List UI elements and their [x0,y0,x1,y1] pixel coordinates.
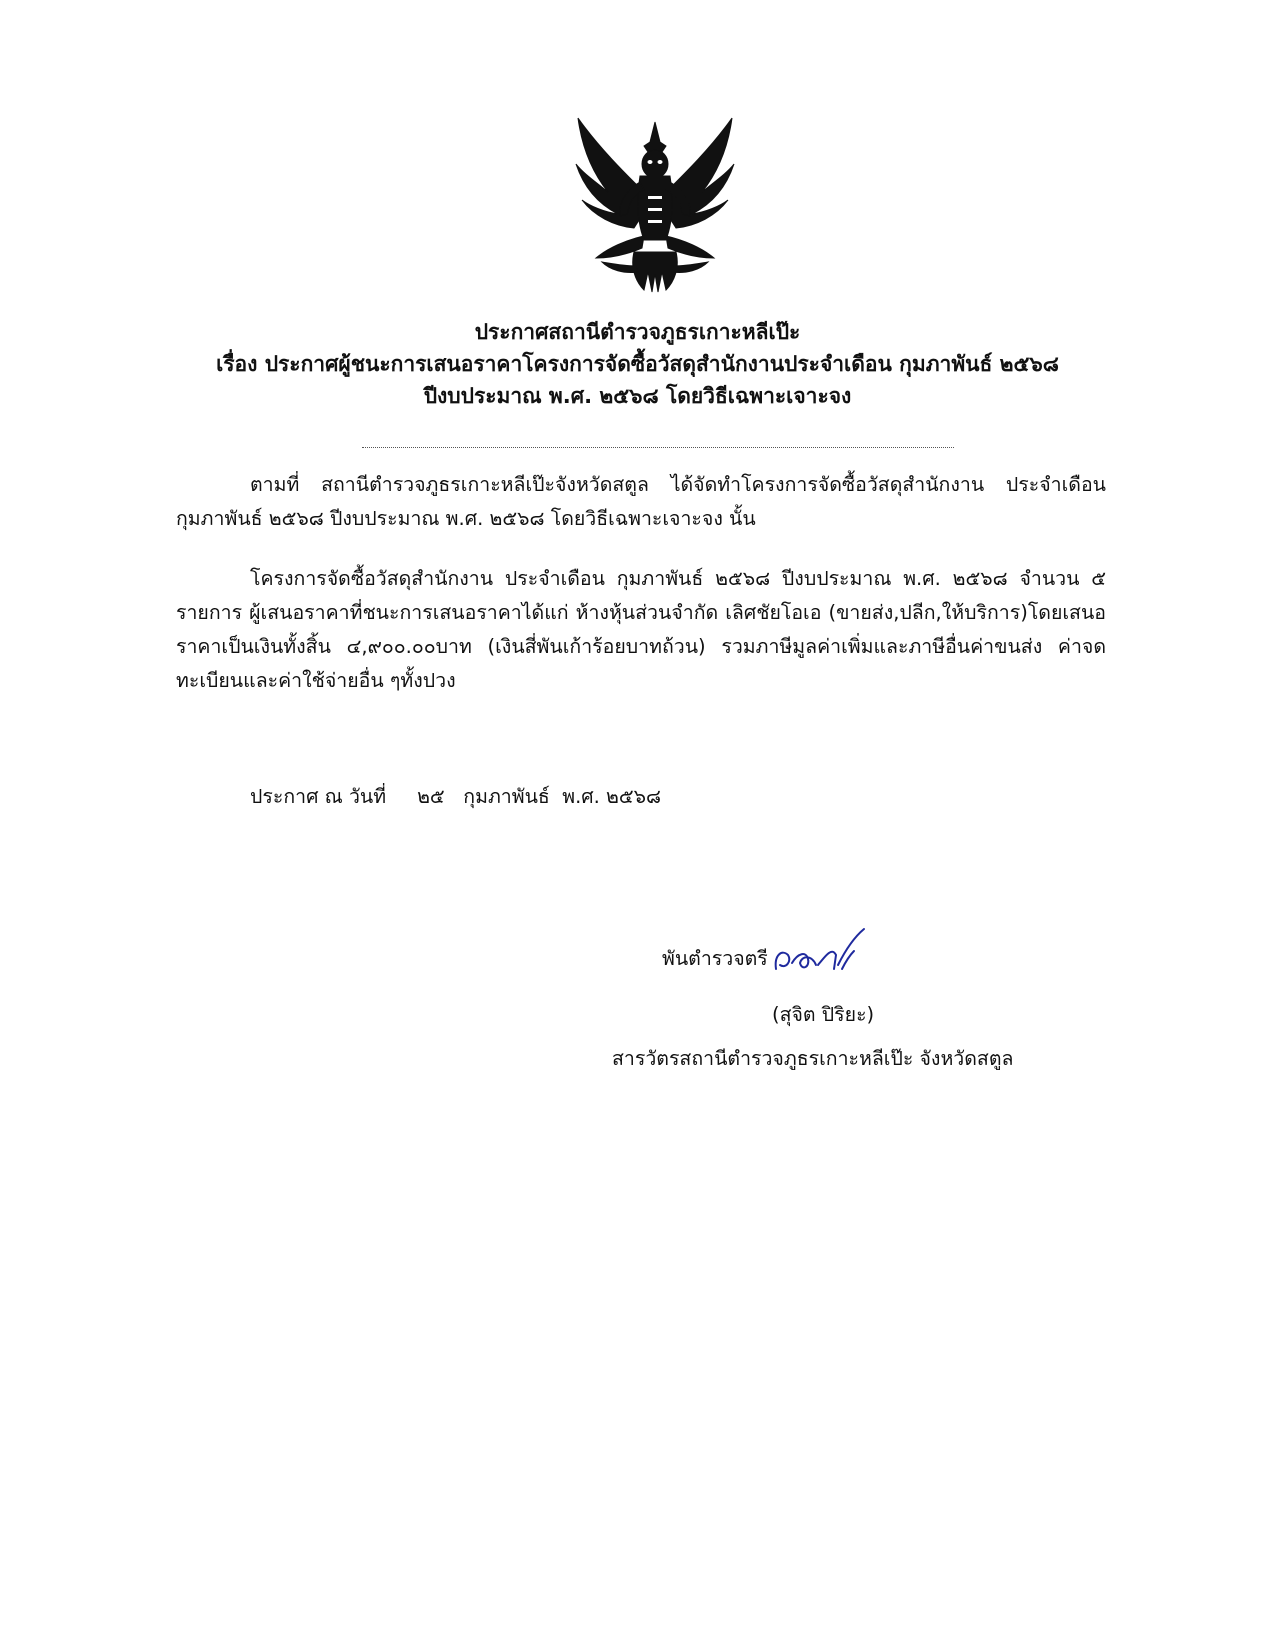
title-line-1: ประกาศสถานีตำรวจภูธรเกาะหลีเป๊ะ [474,320,801,344]
body-paragraph-2: โครงการจัดซื้อวัสดุสำนักงาน ประจำเดือน กุมภาพันธ์ ๒๕๖๘ ปีงบประมาณ พ.ศ. ๒๕๖๘ จำนวน ๕ รายการ ผู้เสนอราคาที่ชนะการเสนอราคาได้แก่ ห้างหุ้นส่วนจำกัด เลิศชัยโอเอ (ขายส่ง,ปลีก,ให้บริการ)โดยเสนอราคาเป็นเงินทั้งสิ้น ๔,๙๐๐.๐๐บาท (เงินสี่พันเก้าร้อยบาทถ้วน) รวมภาษีมูลค่าเพิ่มและภาษีอื่นค่าขนส่ง ค่าจดทะเบียนและค่าใช้จ่ายอื่น ๆทั้งปวง [176,567,1106,692]
announcement-title [150,316,1125,412]
handwritten-signature-icon [772,925,872,983]
signer-position: สารวัตรสถานีตำรวจภูธรเกาะหลีเป๊ะ จังหวัดสตูล [612,1047,1014,1070]
title-line-2: เรื่อง ประกาศผู้ชนะการเสนอราคาโครงการจัดซื้อวัสดุสำนักงานประจำเดือน กุมภาพันธ์ ๒๕๖๘ [216,352,1059,376]
announcement-date: ประกาศ ณ วันที่ ๒๕ กุมภาพันธ์ พ.ศ. ๒๕๖๘ [250,785,662,808]
signer-rank: พันตำรวจตรี [662,947,768,970]
signer-name: (สุจิต ปิริยะ) [772,1003,875,1026]
title-line-3: ปีงบประมาณ พ.ศ. ๒๕๖๘ โดยวิธีเฉพาะเจาะจง [423,384,852,408]
garuda-emblem-icon [574,112,736,294]
body-paragraph-1: ตามที่ สถานีตำรวจภูธรเกาะหลีเป๊ะจังหวัดสตูล ได้จัดทำโครงการจัดซื้อวัสดุสำนักงาน ประจำเดือน กุมภาพันธ์ ๒๕๖๘ ปีงบประมาณ พ.ศ. ๒๕๖๘ โดยวิธีเฉพาะเจาะจง นั้น [176,473,1106,530]
dotted-divider [362,447,954,448]
signature-row [662,925,902,985]
